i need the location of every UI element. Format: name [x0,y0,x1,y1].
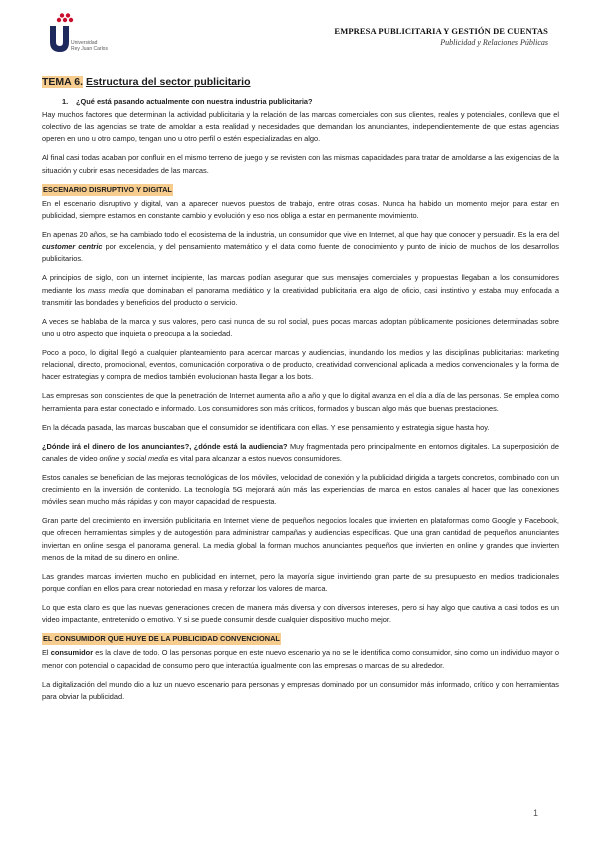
paragraph-9: En la década pasada, las marcas buscaban que el consumidor se identificara con ellas. Y ese pensamiento y estrategia sigue hasta hoy. [42,422,490,432]
tema-label: TEMA 6. [42,76,84,88]
paragraph-6: A veces se hablaba de la marca y sus valores, pero casi nunca de su rol social, pues pocas marcas adoptan públicamente posiciones determinadas sobre uno u otro aspecto que inquieta o preocupa a la sociedad. [42,316,559,339]
paragraph-14: Lo que esta claro es que las nuevas generaciones crecen de manera más diversa y con diversos intereses, pero si hay algo que cautiva a casi todos es un video impactante, entretenido o emotivo. Y si se puede consumir desde cualquier dispositivo mucho mejor. [42,603,559,625]
question-text: ¿Qué está pasando actualmente con nuestra industria publicitaria? [76,96,313,106]
paragraph-3: En el escenario disruptivo y digital, van a aparecer nuevos puestos de trabajo, entre otras cosas. Nunca ha habido un momento mejor para estar en publicidad, siempre estamos en constante cambio y evolución y eso nos obliga a estar en permanente movimiento. [42,198,559,221]
section-heading-1: ESCENARIO DISRUPTIVO Y DIGITAL [42,184,173,196]
paragraph-2: Al final casi todas acaban por confluir en el mismo terreno de juego y se revisten con las mismas capacidades para tratar de amoldarse a las exigencias de la situación y cubrir esas necesidades de las marcas. [42,153,559,175]
paragraph-16: La digitalización del mundo dio a luz un nuevo escenario para personas y empresas dominado por un consumidor más informado, crítico y con herramientas para obviar la publicidad. [42,679,559,701]
document-body [42,76,559,710]
paragraph-13: Las grandes marcas invierten mucho en publicidad en internet, pero la mayoría sigue invirtiendo gran parte de su presupuesto en medios tradicionales porque confían en ellos para crear notoriedad en masa y reforzar los valores de marca. [42,571,559,594]
logo-line-2: Rey Juan Carlos [71,46,108,52]
paragraph-1: Hay muchos factores que determinan la actividad publicitaria y la relación de las marcas comerciales con sus clientes, reales y potenciales, conlleva que el colectivo de las agencias se trate de amoldar a esta realidad y necesidades que demandan los anunciantes, independientemente de que estas agencias operen en uno u otro campo, tengan uno u otro perfil o estén especializadas en algo. [42,110,559,144]
course-subtitle: Publicidad y Relaciones Públicas [440,38,548,47]
p5-text-a: A principios de siglo, con un internet incipiente, las marcas podían asegurar que sus mensajes comerciales y propuestas llegaban a los consumidores mediante los [42,273,559,295]
course-title: EMPRESA PUBLICITARIA Y GESTIÓN DE CUENTAS [334,26,548,36]
paragraph-15 [42,647,559,671]
p10-text-b: Muy fragmentada pero principalmente en entornos digitales. La superposición de canales de video [42,441,559,463]
paragraph-12: Gran parte del crecimiento en inversión publicitaria en Internet viene de pequeños negocios locales que invierten en plataformas como Google y Facebook, que ofrecen herramientas simples y de autogestión para administrar campañas y audiencias específicas. Que una gran cantidad de pequeños anunciantes inviertan en online sesga el panorama general. La media global la forman muchos anunciantes pequeños que invierten en online y grandes que invierten menos de la mitad de su dinero en online. [42,516,559,562]
paragraph-5 [42,272,559,309]
section-heading-2-wrap [42,633,559,645]
p10-social-media: social media [127,453,169,463]
section-heading-2: EL CONSUMIDOR QUE HUYE DE LA PUBLICIDAD CONVENCIONAL [42,633,281,645]
question-heading [62,96,559,108]
page-title [42,76,559,89]
paragraph-8: Las empresas son conscientes de que la penetración de Internet aumenta año a año y que lo digital avanza en el día a día de las personas. Se emplea como herramienta para estar conectado e informado. Los consumidores son más críticos, formados y buscan algo más que buenas prestaciones. [42,391,559,413]
p5-text-c: que dominaban el panorama mediático y la creatividad publicitaria era algo de oficio, casi instintivo y estaba muy enfocada a transmitir las bondades y beneficios del producto o servicio. [42,285,559,307]
p15-text-c: es la clave de todo. O las personas porque en este nuevo escenario ya no se le identifica como consumidor, sino como un individuo mayor o menor con potencial o capacidad de consumo pero que interactúa igualmente con las empresas o marcas de su alrededor. [42,648,560,670]
paragraph-4 [42,229,559,266]
page-number: 1 [532,808,538,818]
p10-question: ¿Dónde irá el dinero de los anunciantes?, ¿dónde está la audiencia? [42,441,288,451]
p4-text-c: por excelencia, y del pensamiento matemático y el data como fuente de conocimiento y punto de inicio de muchos de los desarrollos publicitarios. [42,242,559,264]
p5-emphasis: mass media [88,285,129,295]
p15-emphasis: consumidor [50,648,94,658]
question-number: 1. [62,96,69,106]
logo-line-1: Universidad [71,40,98,46]
p10-text-d: y [119,453,128,463]
p4-text-a: En apenas 20 años, se ha cambiado todo el ecosistema de la industria, un consumidor que vive en Internet, al que hay que conocer y persuadir. Es la era del [42,230,559,240]
document-header [334,26,548,47]
university-logo [47,12,167,54]
section-heading-1-wrap [42,184,559,196]
paragraph-11: Estos canales se benefician de las mejoras tecnológicas de los móviles, velocidad de conexión y la publicidad dirigida a targets concretos, combinado con un crecimiento en la inversión de contenido. La tecnología 5G mejorará aún más las experiencias de marca en estos canales al hacer que las conexiones móviles sean mucho más rápidas y con mayor capacidad de respuesta. [42,472,559,507]
p15-text-a: El [42,648,51,658]
paragraph-7: Poco a poco, lo digital llegó a cualquier planteamiento para acercar marcas y audiencias, inundando los medios y las disciplinas publicitarias: marketing relacional, directo, promocional, eventos, comunicación corporativa o de producto, creatividad convencional aplicada a medios convencionales y la forma de hacer estrategias y compra de medios también evolucionan hasta llegar a los bots. [42,348,559,382]
p10-text-f: es vital para alcanzar a estos nuevos consumidores. [168,453,342,463]
p4-emphasis: customer centric [42,242,103,252]
paragraph-10 [42,441,559,465]
tema-title: Estructura del sector publicitario [85,76,251,88]
p10-online: online [99,453,120,463]
